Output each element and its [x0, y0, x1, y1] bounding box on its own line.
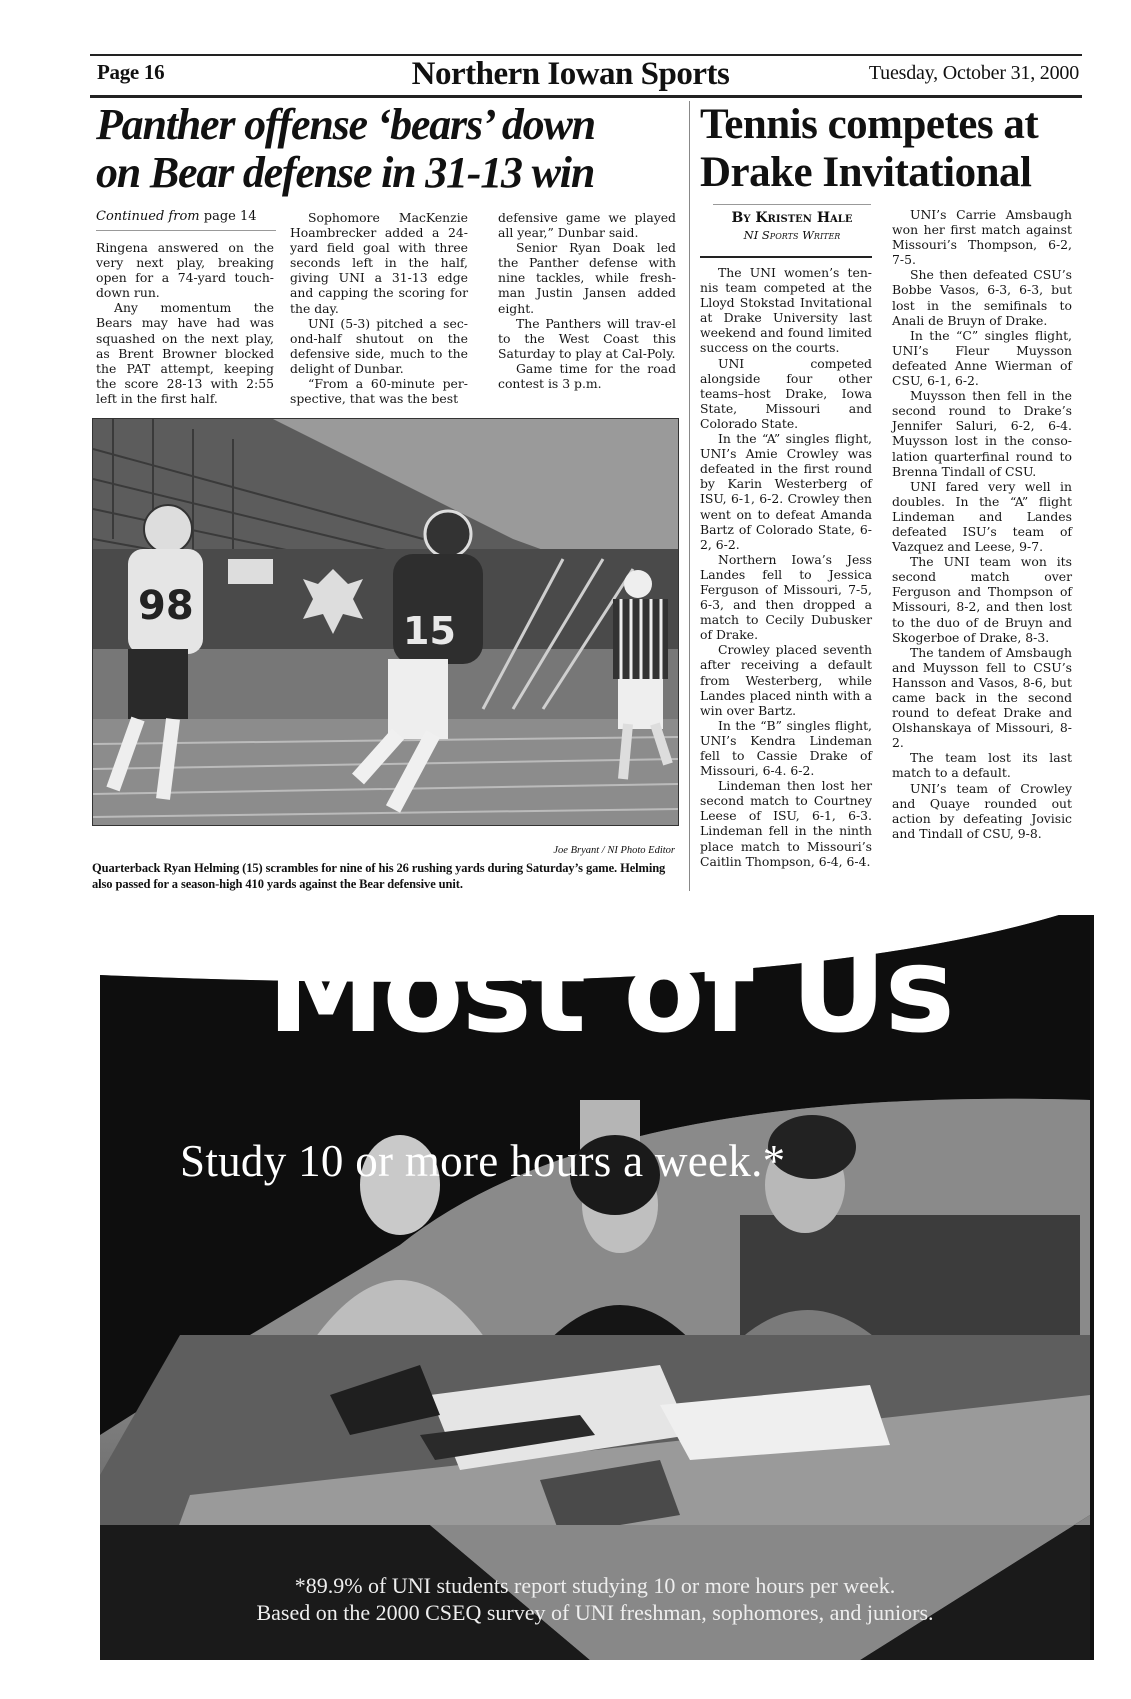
paragraph: Game time for the road contest is 3 p.m. [498, 360, 676, 392]
paragraph: The UNI team won its second match over Ferguson and Thompson of Missouri, 8-2, and then lost to the duo of de Bruyn and Skogerboe of Drake, 8-3. [892, 554, 1072, 645]
section-title: Northern Iowan Sports [411, 56, 730, 92]
paragraph: UNI fared very well in doubles. In the “A” flight Lindeman and Landes defeated ISU’s team of Vazquez and Leese, 9-7. [892, 478, 1072, 555]
svg-text:15: 15 [403, 609, 456, 653]
paragraph: In the “C” singles flight, UNI’s Fleur Muysson defeated Anne Wierman of CSU, 6-1, 6-2. [892, 327, 1072, 389]
continued-from-line [96, 209, 257, 224]
paragraph: Northern Iowa’s Jess Landes fell to Jessica Ferguson of Missouri, 7-5, 6-3, and then dropped a match to Cecily Dubusker of Drake. [700, 551, 872, 643]
continued-prefix: Continued from [96, 209, 200, 224]
paragraph: The team lost its last match to a default. [892, 750, 1072, 781]
football-headline-line1: Panther offense ‘bears’ down [96, 100, 595, 149]
paragraph: In the “B” singles flight, UNI’s Kendra Lindeman fell to Cassie Drake of Missouri, 6-4. 6-2. [700, 717, 872, 779]
ad-footnote-line1: *89.9% of UNI students report studying 10 or more hours per week. [294, 1573, 896, 1598]
byline-bottom-rule [700, 256, 872, 258]
tennis-headline-line2: Drake Invitational [700, 149, 1032, 196]
paragraph: The Panthers will trav-el to the West Coast this Saturday to play at Cal-Poly. [498, 315, 676, 361]
football-headline-line2: on Bear defense in 31-13 win [96, 148, 595, 197]
svg-text:98: 98 [138, 583, 194, 629]
paragraph: Any momentum the Bears may have had was squashed on the next play, as Brent Browner blocked the PAT attempt, keeping the score 28-13 with 2:55 left in the first half. [96, 300, 274, 406]
continued-rule [96, 230, 276, 231]
paragraph: Lindeman then lost her second match to Courtney Leese of ISU, 6-1, 6-3. Lindeman fell in the ninth place match to Missouri’s Caitlin Thompson, 6-4, 6-4. [700, 778, 872, 869]
byline-top-rule [713, 204, 871, 205]
ad-headline: Most of Us [267, 921, 953, 1059]
page-number: Page 16 [97, 60, 165, 84]
tennis-column-1 [700, 265, 872, 869]
column-separator [689, 101, 690, 891]
tennis-column-2 [892, 207, 1072, 841]
ad-right-border [96, 915, 1094, 1660]
photo-credit: Joe Bryant / NI Photo Editor [553, 845, 675, 856]
football-column-2 [290, 210, 468, 406]
football-column-1 [96, 240, 274, 406]
paragraph: Muysson then fell in the second round to Drake’s Jennifer Saluri, 6-2, 6-4. Muysson lost in the conso-lation quarterfinal round to Brenna Tindall of CSU. [892, 388, 1072, 479]
tennis-headline-line1: Tennis competes at [700, 101, 1039, 148]
football-headline [96, 101, 686, 197]
paragraph: UNI’s team of Crowley and Quaye rounded out action by defeating Jovisic and Tindall of CSU, 9-8. [892, 780, 1072, 841]
byline-role: NI Sports Writer [743, 228, 841, 242]
paragraph: Sophomore MacKenzie Hoambrecker added a 24-yard field goal with three seconds left in the half, giving UNI a 31-13 edge and capping the scoring for the day. [290, 210, 468, 316]
paragraph: UNI competed alongside four other teams–host Drake, Iowa State, Missouri and Colorado State. [700, 355, 872, 431]
paragraph: In the “A” singles flight, UNI’s Amie Crowley was defeated in the first round by Karin Westerberg of ISU, 6-1, 6-2. Crowley then went on to defeat Amanda Bartz of Colorado State, 6-2, 6-2. [700, 431, 872, 552]
issue-date: Tuesday, October 31, 2000 [868, 62, 1079, 84]
ad-subheadline: Study 10 or more hours a week.* [180, 1136, 786, 1186]
football-photo [92, 418, 679, 826]
continued-page[interactable]: page 14 [203, 209, 257, 224]
tennis-headline [700, 101, 1090, 197]
paragraph: “From a 60-minute per-spective, that was the best [290, 376, 468, 407]
byline [713, 210, 871, 242]
masthead-bottom-rule [90, 95, 1082, 98]
paragraph: defensive game we played all year,” Dunbar said. [498, 210, 676, 241]
ad-footnote-line2: Based on the 2000 CSEQ survey of UNI freshman, sophomores, and juniors. [256, 1600, 934, 1625]
paragraph: She then defeated CSU’s Bobbe Vasos, 6-3, 6-3, but lost in the semifinals to Anali de Bruyn of Drake. [892, 267, 1072, 328]
football-column-3 [498, 210, 676, 391]
paragraph: The UNI women’s ten-nis team competed at the Lloyd Stokstad Invitational at Drake University last weekend and found limited success on the courts. [700, 265, 872, 356]
byline-author: By Kristen Hale [731, 210, 853, 226]
paragraph: UNI’s Carrie Amsbaugh won her first match against Missouri’s Thompson, 6-2, 7-5. [892, 207, 1072, 268]
photo-caption: Quarterback Ryan Helming (15) scrambles for nine of his 26 rushing yards during Saturday’s game. Helming also passed for a season-high 410 yards against the Bear defensive unit. [92, 861, 666, 891]
paragraph: The tandem of Amsbaugh and Muysson fell to CSU’s Hansson and Vasos, 8-6, but came back in the second round to defeat Drake and Olshanskaya of Missouri, 8-2. [892, 644, 1072, 751]
football-scene-illustration [93, 419, 678, 825]
paragraph: Ringena answered on the very next play, breaking open for a 74-yard touch-down run. [96, 240, 274, 301]
paragraph: UNI (5-3) pitched a sec-ond-half shutout on the defensive side, much to the delight of Dunbar. [290, 315, 468, 376]
paragraph: Senior Ryan Doak led the Panther defense with nine tackles, while fresh-man Justin Jansen added eight. [498, 240, 676, 316]
paragraph: Crowley placed seventh after receiving a default from Westerberg, while Landes placed ninth with a win over Bartz. [700, 642, 872, 718]
